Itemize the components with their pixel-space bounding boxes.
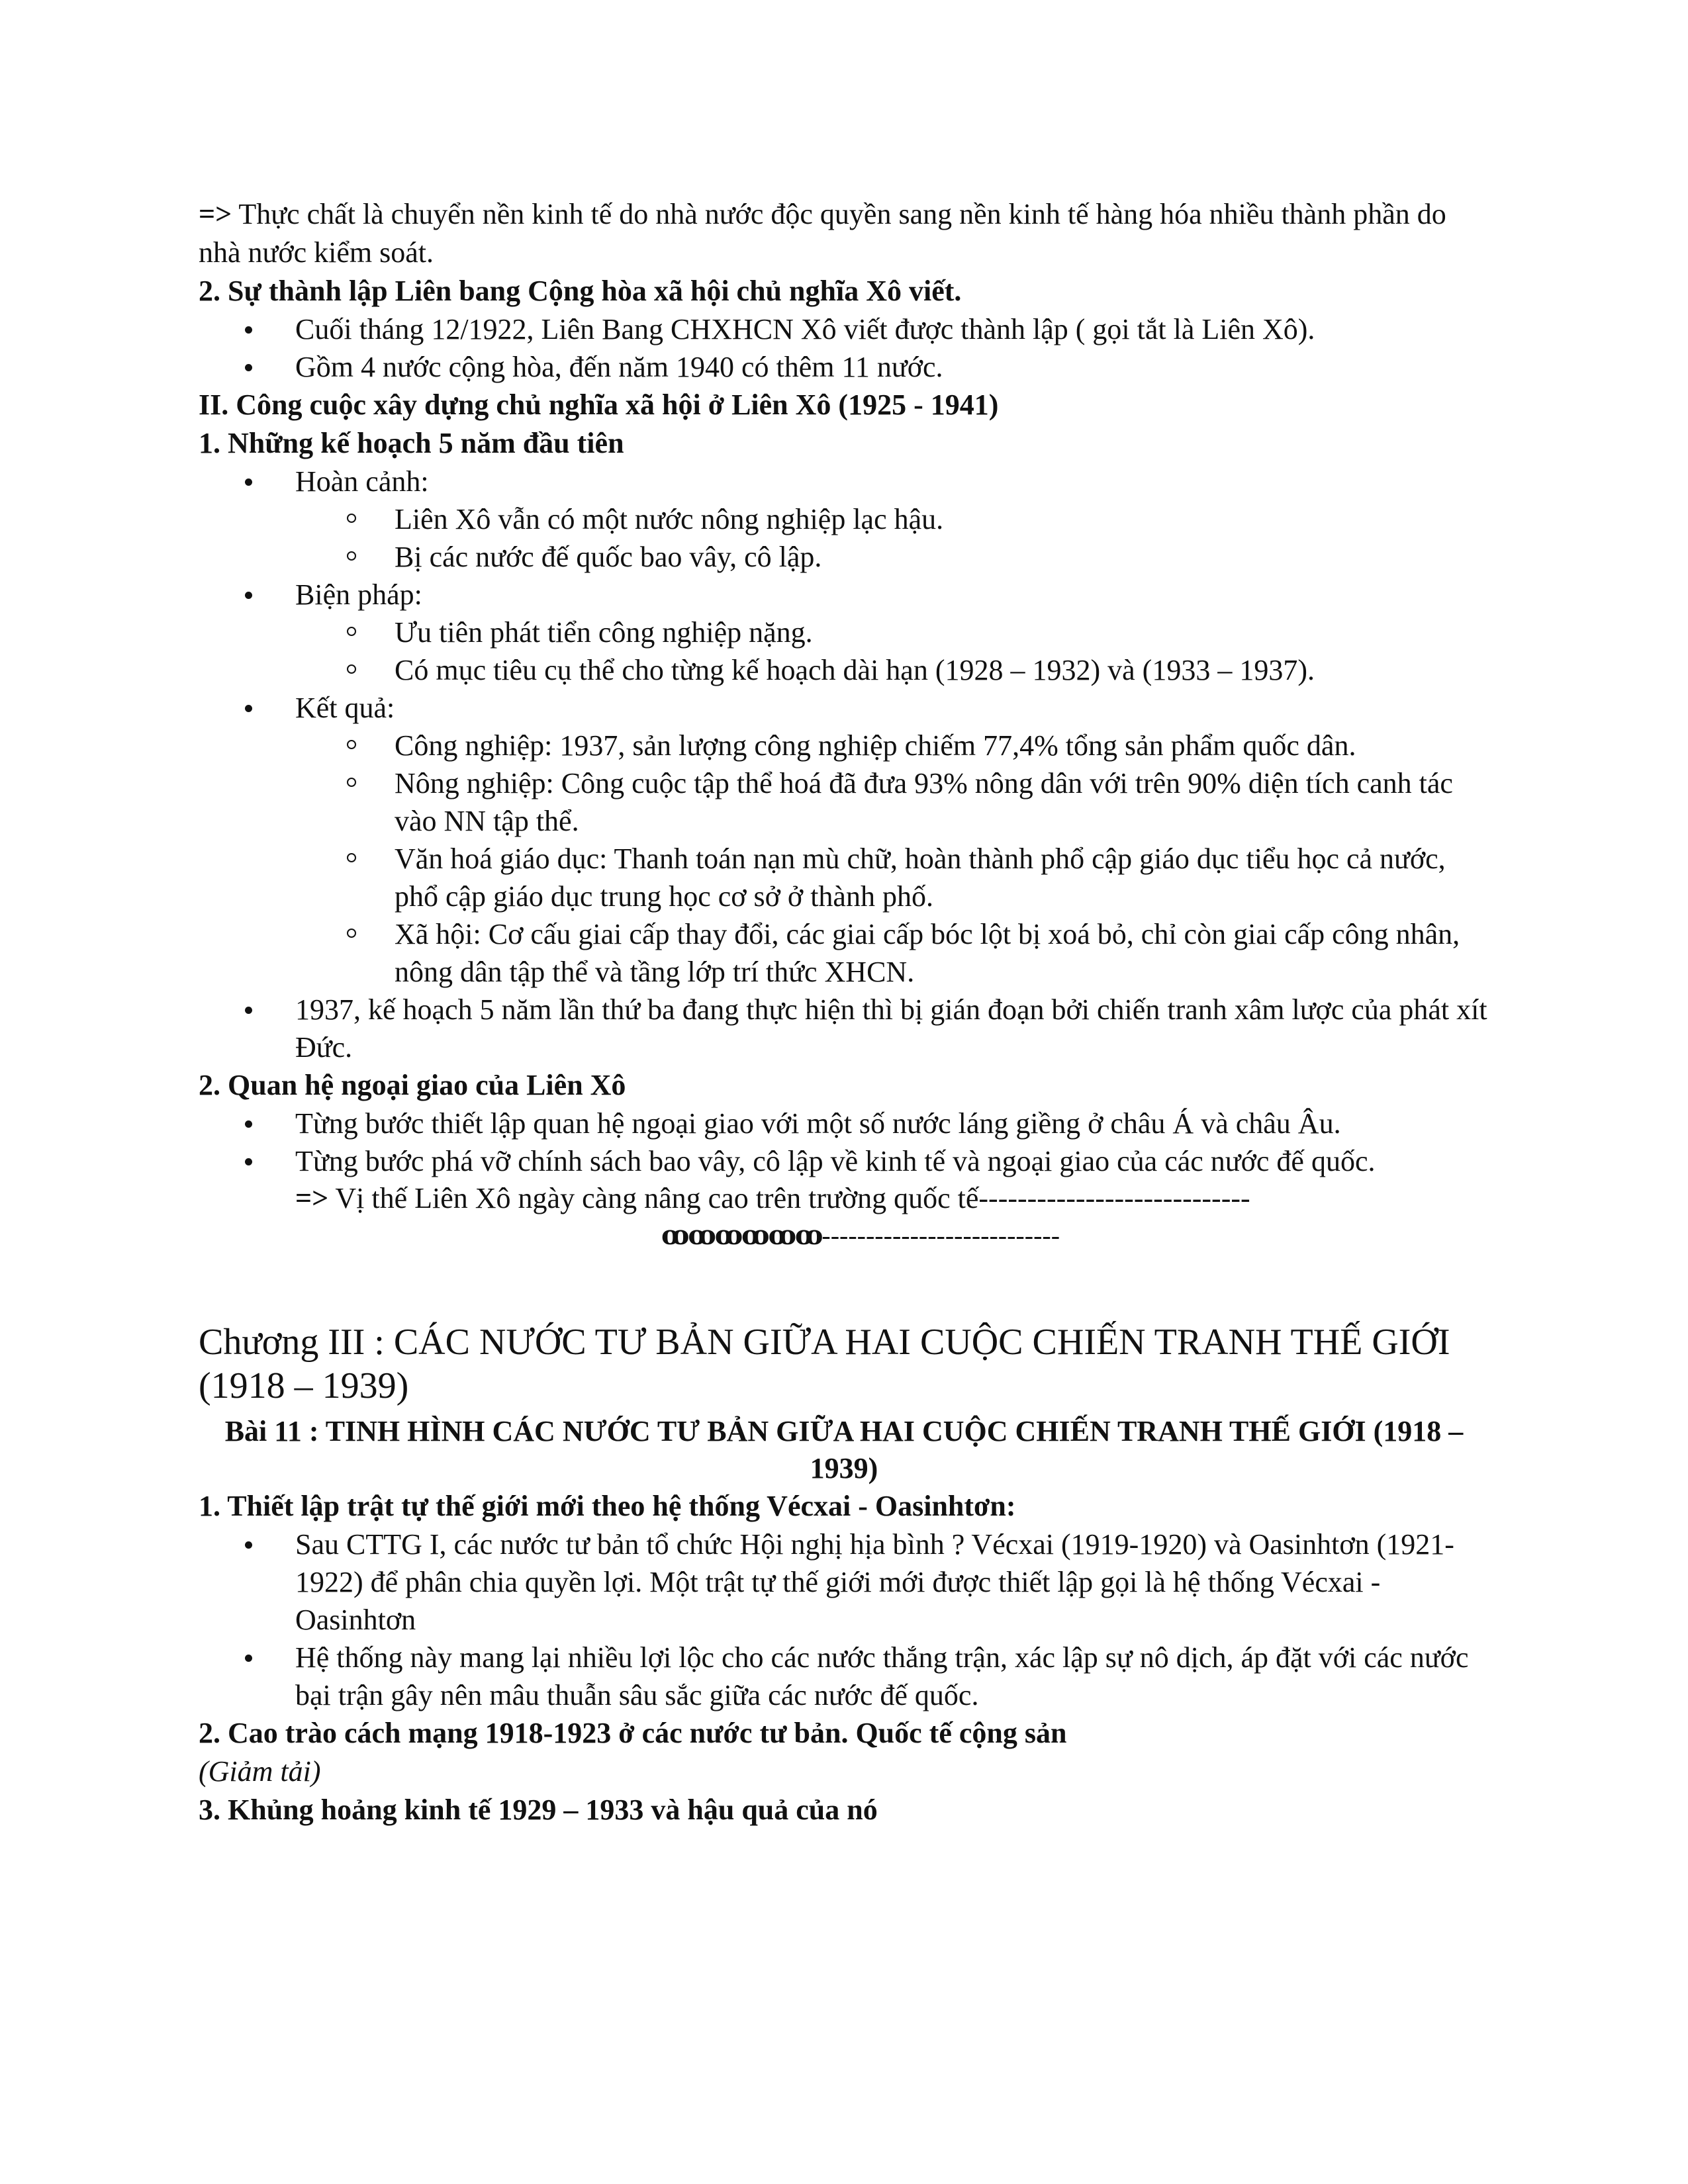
list-item: Từng bước phá vỡ chính sách bao vây, cô lập về kinh tế và ngoại giao của các nước đế quốc. (295, 1142, 1489, 1180)
heading-foreign-relations: 2. Quan hệ ngoại giao của Liên Xô (199, 1069, 626, 1101)
circle-bullet-icon (347, 929, 356, 938)
heading-revolution-1918-1923: 2. Cao trào cách mạng 1918-1923 ở các nước tư bản. Quốc tế cộng sản (199, 1717, 1067, 1749)
sub-list (295, 500, 1489, 576)
bullet-icon (245, 1120, 252, 1128)
ornament-icon: ꝏꝏꝏꝏꝏꝏ (661, 1220, 822, 1250)
bullet-icon (245, 1007, 252, 1014)
separator-dashes: --------------------------- (821, 1220, 1060, 1250)
bullet-icon (245, 478, 252, 486)
sub-list (295, 727, 1489, 991)
list-item: 1937, kế hoạch 5 năm lần thứ ba đang thực hiện thì bị gián đoạn bởi chiến tranh xâm lược của phát xít Đức. (295, 991, 1489, 1066)
five-year-plans-list (199, 463, 1489, 1066)
bullet-icon (245, 705, 252, 712)
conclusion-text: Vị thế Liên Xô ngày càng nâng cao trên trường quốc tế---------------------------- (335, 1182, 1250, 1214)
soviet-union-list (199, 310, 1489, 386)
list-item: Hoàn cảnh: Liên Xô vẫn có một nước nông nghiệp lạc hậu. Bị các nước đế quốc bao vây, cô lập. (295, 463, 1489, 576)
sub-list-item: Liên Xô vẫn có một nước nông nghiệp lạc hậu. (395, 500, 1489, 538)
circle-bullet-icon (347, 853, 356, 862)
circle-bullet-icon (347, 778, 356, 787)
heading-five-year-plans: 1. Những kế hoạch 5 năm đầu tiên (199, 427, 624, 459)
conclusion-arrow: => (295, 1182, 329, 1214)
sub-list-item: Ưu tiên phát tiển công nghiệp nặng. (395, 614, 1489, 651)
list-item: Từng bước thiết lập quan hệ ngoại giao với một số nước láng giềng ở châu Á và châu Âu. (295, 1105, 1489, 1142)
heading-crisis-1929-1933: 3. Khủng hoảng kinh tế 1929 – 1933 và hậu quả của nó (199, 1794, 878, 1826)
lesson-title: Bài 11 : TINH HÌNH CÁC NƯỚC TƯ BẢN GIỮA HAI CUỘC CHIẾN TRANH THẾ GIỚI (1918 – 1939) (224, 1415, 1464, 1484)
list-item: Sau CTTG I, các nước tư bản tổ chức Hội nghị hịa bình ? Vécxai (1919-1920) và Oasinhtơn (1921-1922) để phân chia quyền lợi. Một trật tự thế giới mới được thiết lập gọi là hệ thống Vécxai - Oasinhtơn (295, 1525, 1489, 1639)
sub-list-item: Xã hội: Cơ cấu giai cấp thay đổi, các giai cấp bóc lột bị xoá bỏ, chỉ còn giai cấp công nhân, nông dân tập thể và tầng lớp trí thức XHCN. (395, 915, 1489, 991)
list-item: Cuối tháng 12/1922, Liên Bang CHXHCN Xô viết được thành lập ( gọi tắt là Liên Xô). (295, 310, 1489, 348)
list-item: Hệ thống này mang lại nhiều lợi lộc cho các nước thắng trận, xác lập sự nô dịch, áp đặt với các nước bại trận gây nên mâu thuẫn sâu sắc giữa các nước đế quốc. (295, 1639, 1489, 1714)
bullet-icon (245, 1158, 252, 1165)
sub-list-item: Công nghiệp: 1937, sản lượng công nghiệp chiếm 77,4% tổng sản phẩm quốc dân. (395, 727, 1489, 764)
sub-list-item: Có mục tiêu cụ thể cho từng kế hoạch dài hạn (1928 – 1932) và (1933 – 1937). (395, 651, 1489, 689)
bullet-icon (245, 1541, 252, 1549)
sub-list-item: Bị các nước đế quốc bao vây, cô lập. (395, 538, 1489, 576)
foreign-relations-conclusion (199, 1180, 1489, 1217)
list-item: Kết quả: Công nghiệp: 1937, sản lượng công nghiệp chiếm 77,4% tổng sản phẩm quốc dân. Nông nghiệp: Công cuộc tập thể hoá đã đưa 93% nông dân với trên 90% diện tích canh tác vào NN tập thể. Văn hoá giáo dục: Thanh toán nạn mù chữ, hoàn thành phổ cập giáo dục tiểu học cả nước, phổ cập giáo dục trung học cơ sở ở thành phố. Xã hội: Cơ cấu giai cấp thay đổi, các giai cấp bóc lột bị xoá bỏ, chỉ còn giai cấp công nhân, nông dân tập thể và tầng lớp trí thức XHCN. (295, 689, 1489, 991)
foreign-relations-list (199, 1105, 1489, 1180)
document-page (199, 195, 1489, 1829)
circle-bullet-icon (347, 664, 356, 674)
sub-list-item: Nông nghiệp: Công cuộc tập thể hoá đã đưa 93% nông dân với trên 90% diện tích canh tác vào NN tập thể. (395, 764, 1489, 840)
heading-versailles-washington: 1. Thiết lập trật tự thế giới mới theo hệ thống Vécxai - Oasinhtơn: (199, 1490, 1016, 1522)
circle-bullet-icon (347, 551, 356, 561)
intro-text: Thực chất là chuyển nền kinh tế do nhà nước độc quyền sang nền kinh tế hàng hóa nhiều thành phần do nhà nước kiểm soát. (199, 198, 1446, 269)
sub-list-item: Văn hoá giáo dục: Thanh toán nạn mù chữ, hoàn thành phổ cập giáo dục tiểu học cả nước, phổ cập giáo dục trung học cơ sở ở thành phố. (395, 840, 1489, 915)
versailles-list (199, 1525, 1489, 1714)
section-separator (232, 1217, 1489, 1254)
bullet-icon (245, 1655, 252, 1662)
intro-paragraph (199, 195, 1489, 272)
heading-section-II: II. Công cuộc xây dựng chủ nghĩa xã hội ở Liên Xô (1925 - 1941) (199, 388, 999, 421)
sub-list (295, 614, 1489, 689)
intro-arrow: => (199, 198, 232, 230)
bullet-icon (245, 326, 252, 334)
bullet-icon (245, 364, 252, 371)
chapter-title: Chương III : CÁC NƯỚC TƯ BẢN GIỮA HAI CUỘC CHIẾN TRANH THẾ GIỚI (1918 – 1939) (199, 1322, 1450, 1406)
circle-bullet-icon (347, 514, 356, 523)
list-item: Gồm 4 nước cộng hòa, đến năm 1940 có thêm 11 nước. (295, 348, 1489, 386)
bullet-icon (245, 592, 252, 599)
list-item: Biện pháp: Ưu tiên phát tiển công nghiệp nặng. Có mục tiêu cụ thể cho từng kế hoạch dài hạn (1928 – 1932) và (1933 – 1937). (295, 576, 1489, 689)
heading-soviet-union: 2. Sự thành lập Liên bang Cộng hòa xã hội chủ nghĩa Xô viết. (199, 275, 962, 307)
circle-bullet-icon (347, 627, 356, 636)
circle-bullet-icon (347, 740, 356, 749)
reduced-note: (Giảm tải) (199, 1755, 321, 1788)
